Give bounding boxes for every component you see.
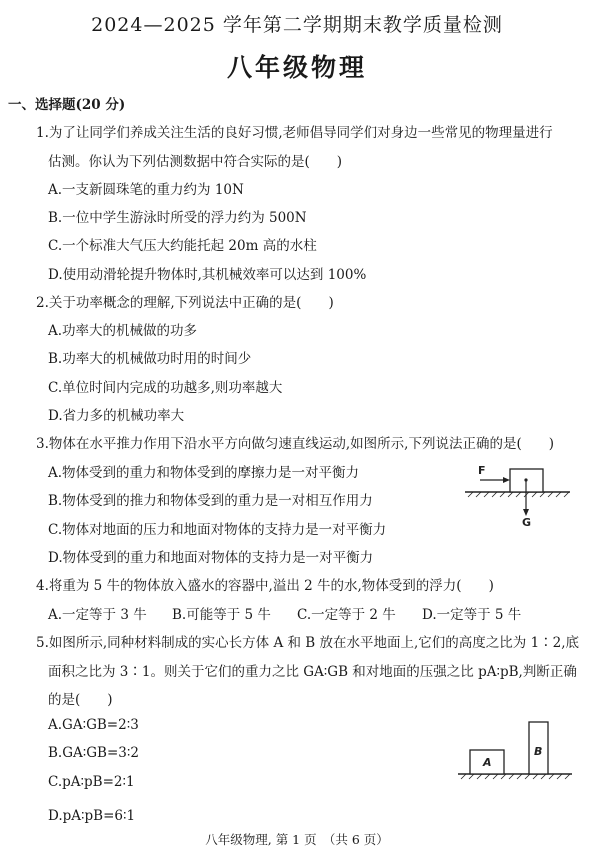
gravity-arrowhead xyxy=(523,509,529,516)
q5-option-c: C.pA∶pB=2∶1 xyxy=(48,774,135,790)
q4-option-b: B.可能等于 5 牛 xyxy=(172,607,271,623)
q5-option-d: D.pA∶pB=6∶1 xyxy=(48,808,136,824)
q3-option-b: B.物体受到的推力和物体受到的重力是一对相互作用力 xyxy=(48,493,373,509)
force-f-label: F xyxy=(478,464,486,477)
q3-force-diagram xyxy=(460,456,575,528)
block-b-label: B xyxy=(534,745,543,758)
q2-option-a: A.功率大的机械做的功多 xyxy=(48,323,198,339)
gravity-g-label: G xyxy=(522,516,532,528)
q1-option-a: A.一支新圆珠笔的重力约为 10N xyxy=(48,182,244,198)
q2-option-b: B.功率大的机械做功时用的时间少 xyxy=(48,351,252,367)
q3-option-d: D.物体受到的重力和地面对物体的支持力是一对平衡力 xyxy=(48,550,374,566)
exam-title: 2024—2025 学年第二学期期末教学质量检测 xyxy=(91,14,503,36)
q4-option-a: A.一定等于 3 牛 xyxy=(48,607,147,623)
q5-blocks-diagram xyxy=(455,715,575,780)
q1-stem-line1: 1.为了让同学们养成关注生活的良好习惯,老师倡导同学们对身边一些常见的物理量进行 xyxy=(36,125,553,141)
q5-stem-line1: 5.如图所示,同种材料制成的实心长方体 A 和 B 放在水平地面上,它们的高度之比为 1∶2,底 xyxy=(36,635,580,651)
section-heading: 一、选择题(20 分) xyxy=(8,97,126,113)
page-footer: 八年级物理, 第 1 页 （共 6 页） xyxy=(205,832,389,847)
ground-hatching xyxy=(468,492,569,497)
push-arrowhead xyxy=(503,477,510,483)
block-a-label: A xyxy=(483,756,492,769)
ground-hatching xyxy=(461,774,570,779)
q5-stem-line3: 的是( ) xyxy=(48,692,113,708)
q3-option-a: A.物体受到的重力和物体受到的摩擦力是一对平衡力 xyxy=(48,465,360,481)
q5-option-b: B.GA∶GB=3∶2 xyxy=(48,745,139,761)
q3-stem: 3.物体在水平推力作用下沿水平方向做匀速直线运动,如图所示,下列说法正确的是( ) xyxy=(36,436,554,452)
q1-stem-line2: 估测。你认为下列估测数据中符合实际的是( ) xyxy=(48,154,343,170)
q4-option-c: C.一定等于 2 牛 xyxy=(297,607,396,623)
q2-option-c: C.单位时间内完成的功越多,则功率越大 xyxy=(48,380,283,396)
q5-stem-line2: 面积之比为 3∶1。则关于它们的重力之比 GA∶GB 和对地面的压强之比 pA∶pB,判断正确 xyxy=(48,664,577,680)
q1-option-c: C.一个标准大气压大约能托起 20m 高的水柱 xyxy=(48,238,317,254)
q4-stem: 4.将重为 5 牛的物体放入盛水的容器中,溢出 2 牛的水,物体受到的浮力( ) xyxy=(36,578,494,594)
q1-option-b: B.一位中学生游泳时所受的浮力约为 500N xyxy=(48,210,307,226)
q4-option-d: D.一定等于 5 牛 xyxy=(422,607,522,623)
q3-option-c: C.物体对地面的压力和地面对物体的支持力是一对平衡力 xyxy=(48,522,387,538)
q2-option-d: D.省力多的机械功率大 xyxy=(48,408,185,424)
subject-title: 八年级物理 xyxy=(226,53,367,82)
q5-option-a: A.GA∶GB=2∶3 xyxy=(48,717,139,733)
q1-option-d: D.使用动滑轮提升物体时,其机械效率可以达到 100% xyxy=(48,267,367,283)
q2-stem: 2.关于功率概念的理解,下列说法中正确的是( ) xyxy=(36,295,334,311)
